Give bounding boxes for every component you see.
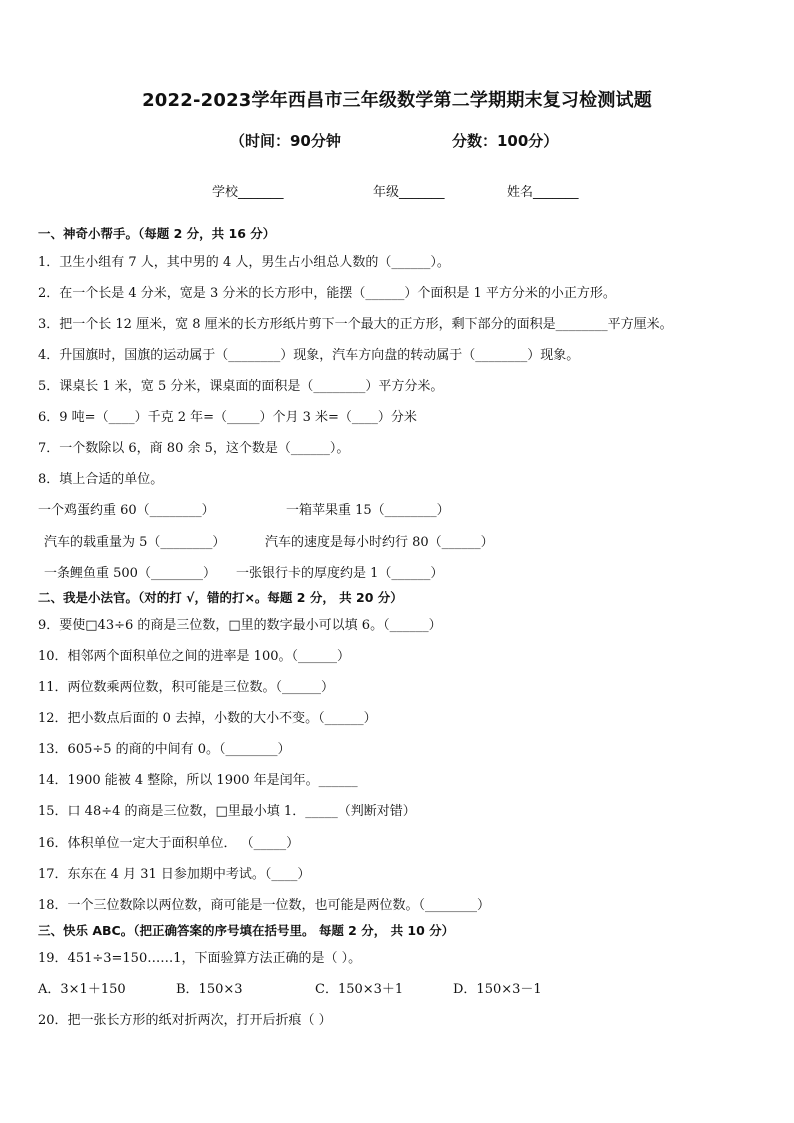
score-label: 分数：100分） [452,132,559,150]
question-17: 17．东东在 4 月 31 日参加期中考试。（____） [38,867,311,882]
question-9: 9．要使□43÷6 的商是三位数，□里的数字最小可以填 6。（______） [38,618,442,633]
question-8f: 一张银行卡的厚度约是 1（______） [236,566,444,581]
question-8c: 汽车的载重量为 5（________） [44,535,226,550]
name-field: 姓名_______ [507,185,579,200]
question-3: 3．把一个长 12 厘米，宽 8 厘米的长方形纸片剪下一个最大的正方形，剩下部分的面积是________平方厘米。 [38,317,673,332]
question-2: 2．在一个长是 4 分米，宽是 3 分米的长方形中，能摆（______）个面积是 1 平方分米的小正方形。 [38,286,616,301]
question-13: 13．605÷5 的商的中间有 0。（________） [38,742,291,757]
option-19b: B．150×3 [176,982,243,997]
question-19: 19．451÷3=150……1，下面验算方法正确的是（ ）。 [38,951,362,966]
question-8e: 一条鲤鱼重 500（________） [44,566,216,581]
question-18: 18．一个三位数除以两位数，商可能是一位数，也可能是两位数。（________） [38,898,491,913]
section-heading-3: 三、快乐 ABC。（把正确答案的序号填在括号里。 每题 2 分， 共 10 分） [38,923,455,938]
page-title: 2022-2023学年西昌市三年级数学第二学期期末复习检测试题 [142,90,652,111]
time-label: （时间：90分钟 [230,132,341,150]
question-5: 5．课桌长 1 米，宽 5 分米，课桌面的面积是（________）平方分米。 [38,379,444,394]
option-19c: C．150×3＋1 [315,982,404,997]
question-15: 15．口 48÷4 的商是三位数，□里最小填 1．_____（判断对错） [38,804,416,819]
question-16: 16．体积单位一定大于面积单位． （_____） [38,836,300,851]
question-8a: 一个鸡蛋约重 60（________） [38,503,215,518]
question-14: 14．1900 能被 4 整除，所以 1900 年是闰年。______ [38,773,358,788]
question-4: 4．升国旗时，国旗的运动属于（________）现象，汽车方向盘的转动属于（________）现象。 [38,348,580,363]
question-10: 10．相邻两个面积单位之间的进率是 100。（______） [38,649,350,664]
grade-field: 年级_______ [373,185,445,200]
question-1: 1．卫生小组有 7 人，其中男的 4 人，男生占小组总人数的（______）。 [38,255,450,270]
option-19a: A．3×1＋150 [38,982,126,997]
question-11: 11．两位数乘两位数，积可能是三位数。（______） [38,680,335,695]
option-19d: D．150×3－1 [453,982,542,997]
question-20: 20．把一张长方形的纸对折两次，打开后折痕（ ） [38,1013,332,1028]
question-8: 8．填上合适的单位。 [38,472,164,487]
section-heading-2: 二、我是小法官。（对的打 √，错的打×。每题 2 分， 共 20 分） [38,590,403,605]
school-field: 学校_______ [212,185,284,200]
section-heading-1: 一、神奇小帮手。（每题 2 分，共 16 分） [38,226,276,241]
question-6: 6．9 吨=（____）千克 2 年=（_____）个月 3 米=（____）分米 [38,410,417,425]
question-8d: 汽车的速度是每小时约行 80（______） [265,535,494,550]
question-12: 12．把小数点后面的 0 去掉，小数的大小不变。（______） [38,711,377,726]
question-8b: 一箱苹果重 15（________） [286,503,450,518]
question-7: 7．一个数除以 6，商 80 余 5，这个数是（______）。 [38,441,350,456]
